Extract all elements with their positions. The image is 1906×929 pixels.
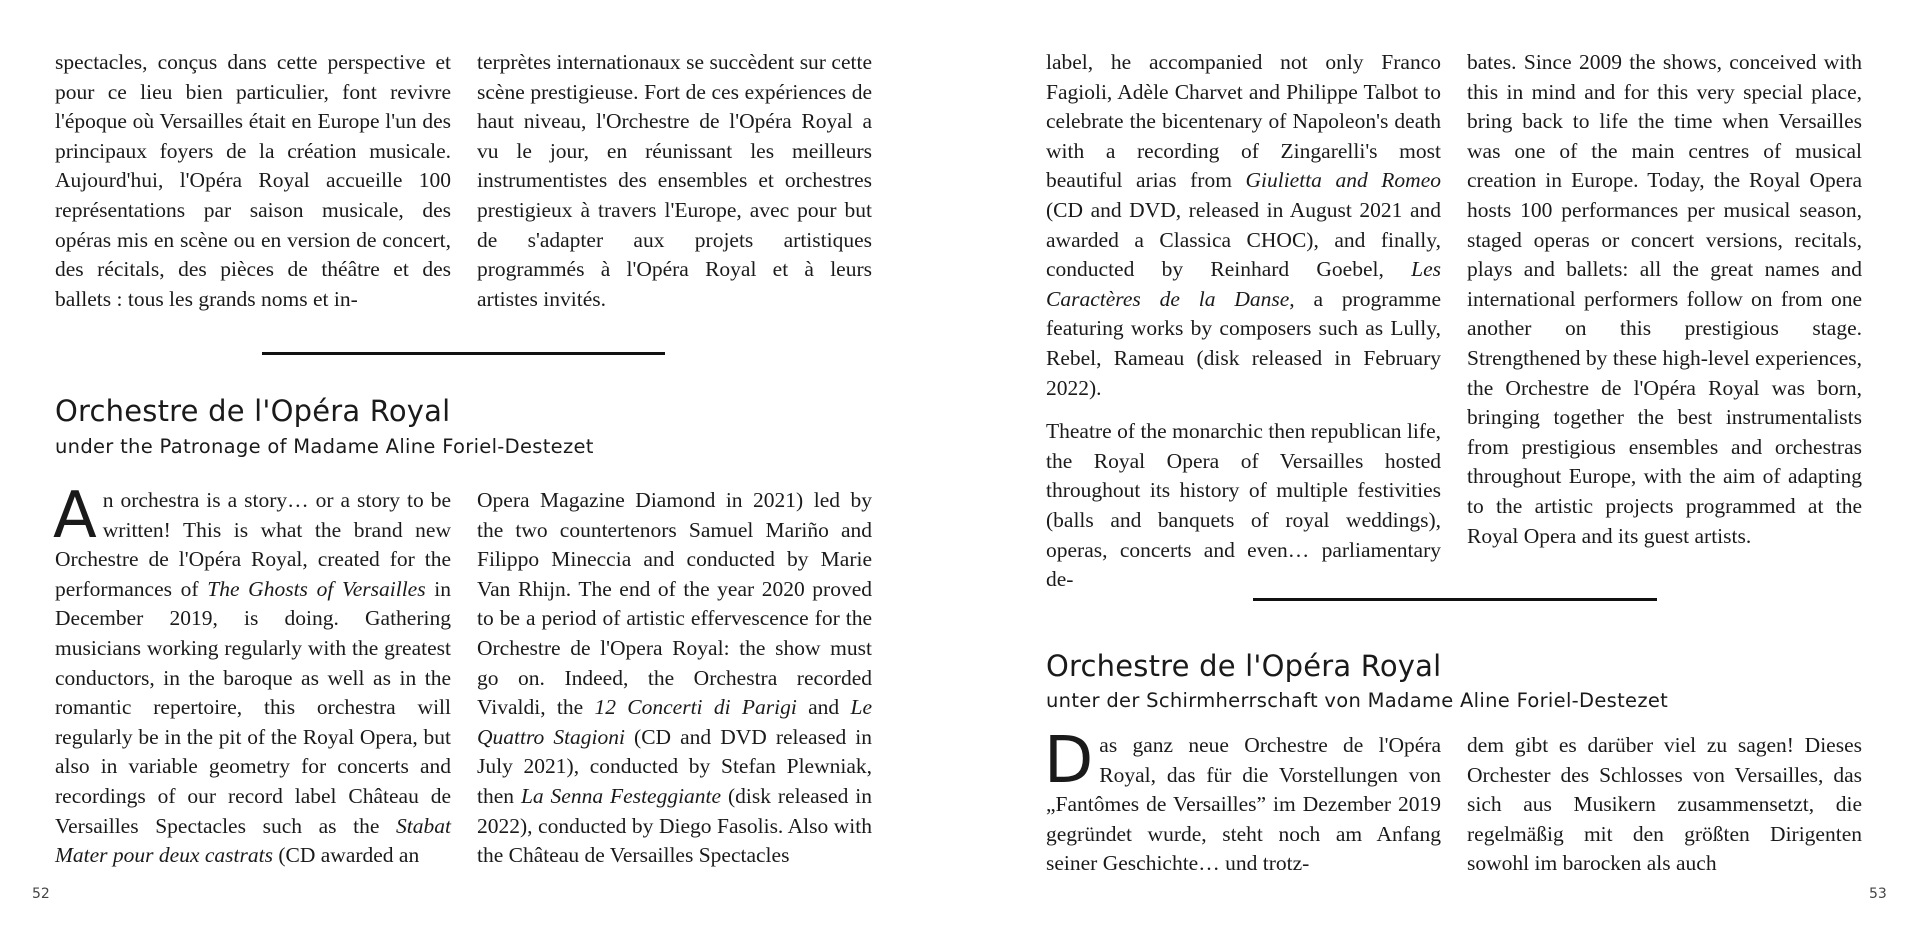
work-title: Stabat Mater pour deux castrats	[55, 813, 451, 868]
section-divider	[1253, 598, 1657, 601]
english-text-column-2	[1467, 48, 1862, 551]
section-divider	[262, 352, 665, 355]
work-title: 12 Concerti di Parigi	[594, 695, 797, 720]
section-subheading: under the Patronage of Madame Aline Foriel-Destezet	[55, 435, 594, 458]
work-title: La Senna Festeggiante	[520, 783, 722, 808]
page-number: 53	[1869, 886, 1887, 902]
paragraph: Theatre of the monarchic then republican life, the Royal Opera of Versailles hosted throughout its history of multiple festivities (balls and banquets of royal weddings), operas, concerts and even… parliamentary de-	[1046, 419, 1441, 592]
paragraph: Das ganz neue Orchestre de l'Opéra Royal, das für die Vorstellungen von „Fantômes de Versailles” im Dezember 2019 gegründet wurde, steht noch am Anfang seiner Geschichte… und trotz-	[1044, 724, 1441, 876]
section-heading: Orchestre de l'Opéra Royal	[1046, 649, 1442, 683]
section-subheading: unter der Schirmherrschaft von Madame Aline Foriel-Destezet	[1046, 689, 1669, 712]
paragraph: An orchestra is a story… or a story to be written! This is what the brand new Orchestre de l'Opéra Royal, created for the performances of The Ghosts of Versailles in December 2019, is doing. Gathering musicians working regularly with the greatest conductors, in the baroque as well as in the romantic repertoire, this orchestra will regularly be in the pit of the Royal Opera, but also in variable geometry for concerts and recordings of our record label Château de Versailles Spectacles such as the Stabat Mater pour deux castrats (CD awarded an	[53, 479, 451, 868]
german-text-column-1	[1044, 724, 1441, 879]
french-text-column-2	[477, 48, 872, 314]
paragraph: dem gibt es darüber viel zu sagen! Dieses Orchester des Schlosses von Versailles, das sich aus Musikern zusammensetzt, die regelmäßig mit den größten Dirigenten sowohl im barocken als auch	[1467, 733, 1862, 876]
page-number: 52	[32, 886, 50, 902]
drop-cap: D	[1044, 724, 1094, 798]
work-title: Le Quattro Stagioni	[477, 695, 872, 749]
paragraph: spectacles, conçus dans cette perspective et pour ce lieu bien particulier, font revivre l'époque où Versailles était en Europe l'un des principaux foyers de la création musicale. Aujourd'hui, l'Opéra Royal accueille 100 représentations par saison musicale, des opéras mis en scène ou en version de concert, des récitals, des pièces de théâtre et des ballets : tous les grands noms et in-	[55, 50, 451, 311]
french-text-column-1	[55, 48, 451, 314]
work-title: Les Caractères de la Danse,	[1046, 257, 1441, 311]
paragraph: bates. Since 2009 the shows, conceived with this in mind and for this very special place, bring back to life the time when Versailles was one of the main centres of musical creation in Europe. Today, the Royal Opera hosts 100 performances per musical season, staged operas or concert versions, recitals, plays and ballets: all the great names and international performers follow on from one another on this prestigious stage. Strengthened by these high-level experiences, the Orchestre de l'Opéra Royal was born, bringing together the best instrumentalists from prestigious ensembles and orchestras throughout Europe, with the aim of adapting to the artistic projects programmed at the Royal Opera and its guest artists.	[1467, 50, 1862, 548]
work-title: The Ghosts of Versailles	[207, 576, 426, 601]
english-text-column-2	[477, 486, 872, 871]
english-text-column-1	[1046, 48, 1441, 595]
paragraph: Opera Magazine Diamond in 2021) led by the two countertenors Samuel Mariño and Filippo Mineccia and conducted by Marie Van Rhijn. The end of the year 2020 proved to be a period of artistic effervescence for the Orchestre de l'Opera Royal: the show must go on. Indeed, the Orchestra recorded Vivaldi, the 12 Concerti di Parigi and Le Quattro Stagioni (CD and DVD released in July 2021), conducted by Stefan Plewniak, then La Senna Festeggiante (disk released in 2022), conducted by Diego Fasolis. Also with the Château de Versailles Spectacles	[477, 488, 873, 868]
paragraph: terprètes internationaux se succèdent sur cette scène prestigieuse. Fort de ces expériences de haut niveau, l'Orchestre de l'Opéra Royal a vu le jour, en réunissant les meilleurs instrumentistes des ensembles et orchestres prestigieux à travers l'Europe, avec pour but de s'adapter aux projets artistiques programmés à l'Opéra Royal et à leurs artistes invités.	[477, 50, 872, 311]
right-page	[953, 0, 1906, 929]
paragraph: label, he accompanied not only Franco Fagioli, Adèle Charvet and Philippe Talbot to celebrate the bicentenary of Napoleon's death with a recording of Zingarelli's most beautiful arias from Giulietta and Romeo (CD and DVD, released in August 2021 and awarded a Classica CHOC), and finally, conducted by Reinhard Goebel, Les Caractères de la Danse, a programme featuring works by composers such as Lully, Rebel, Rameau (disk released in February 2022).	[1046, 50, 1441, 400]
section-heading: Orchestre de l'Opéra Royal	[55, 394, 451, 428]
german-text-column-2	[1467, 731, 1862, 879]
drop-cap: A	[53, 479, 97, 553]
english-text-column-1	[53, 479, 451, 871]
work-title: Giulietta and Romeo	[1245, 168, 1441, 193]
